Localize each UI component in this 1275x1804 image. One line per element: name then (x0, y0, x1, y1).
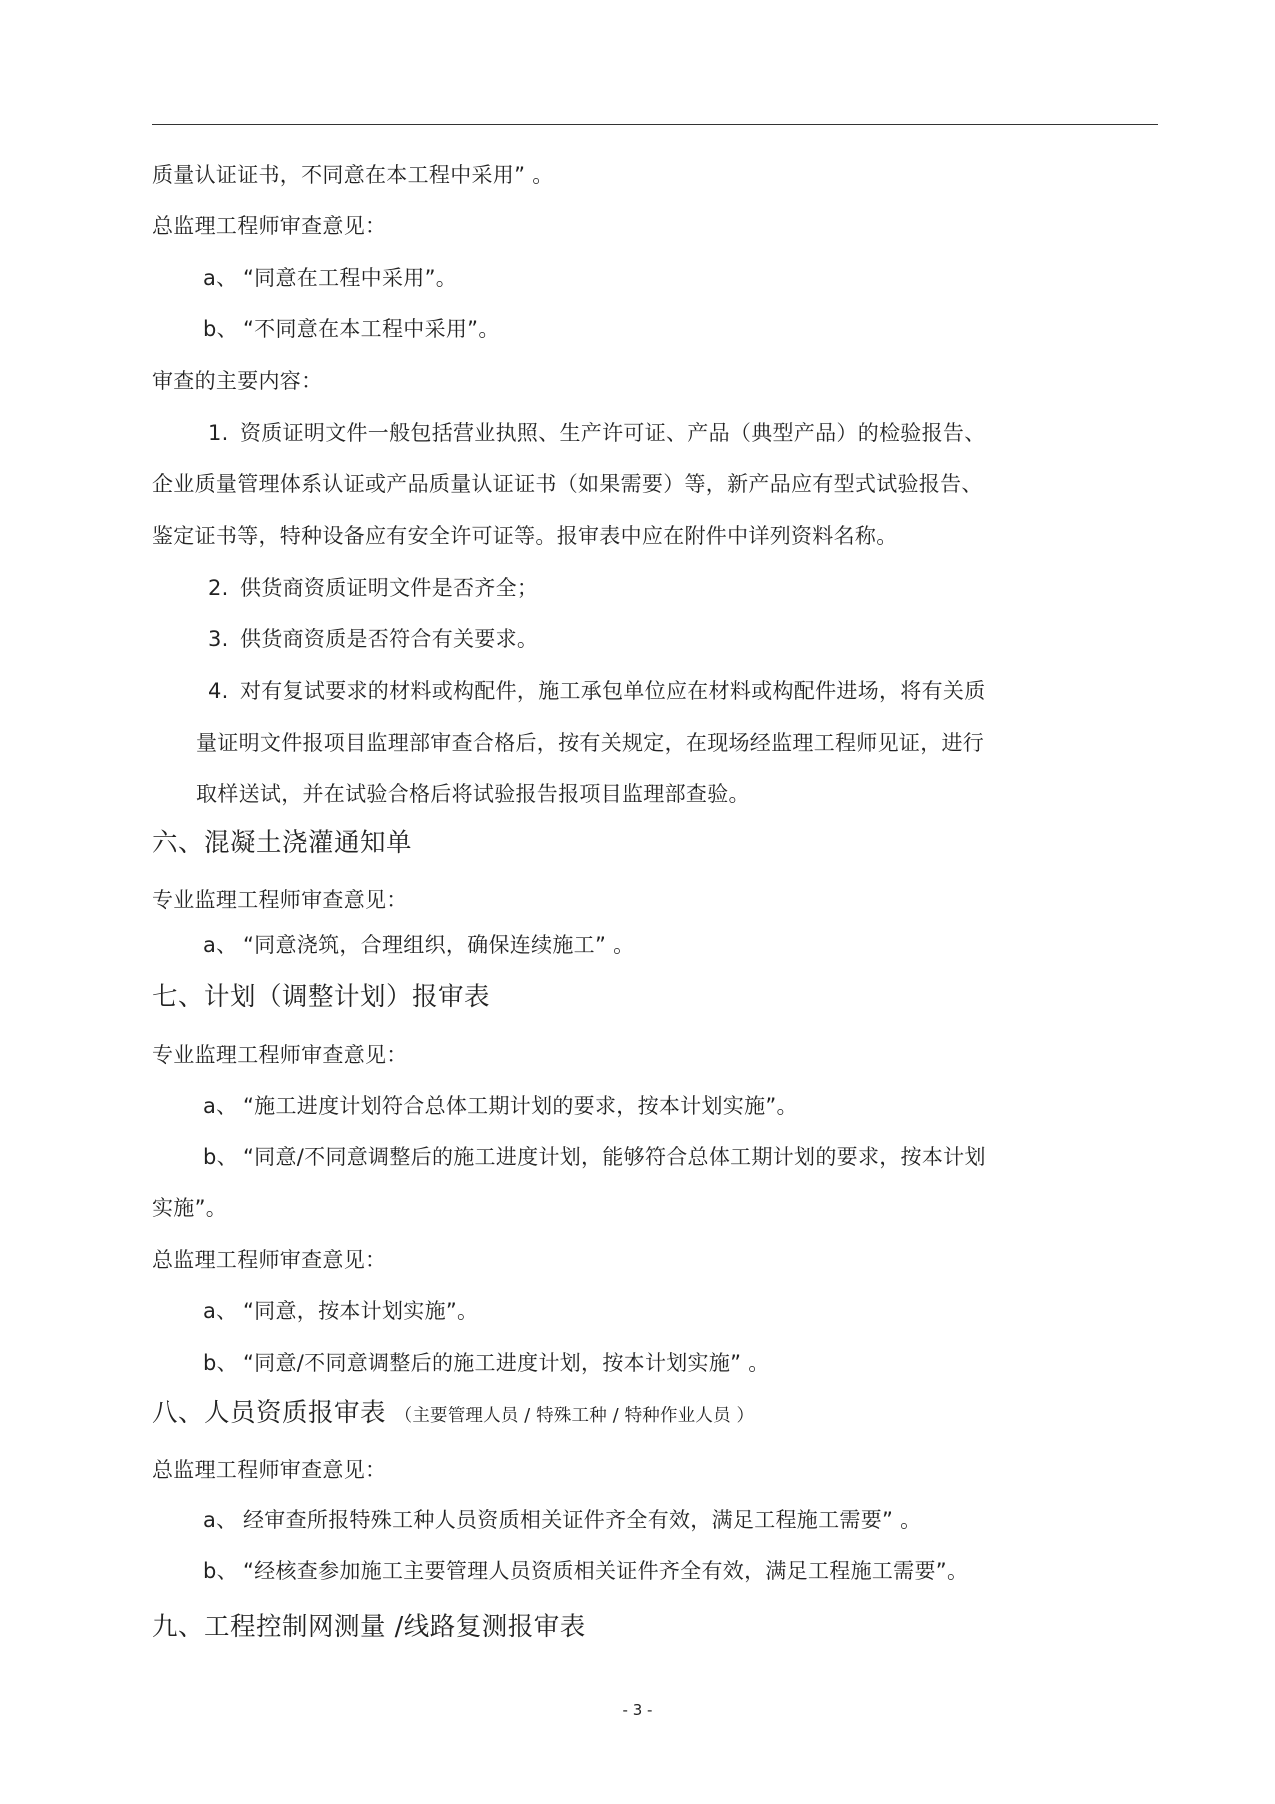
list-item-a (203, 1296, 478, 1326)
text-line: 取样送试，并在试验合格后将试验报告报项目监理部查验。 (196, 782, 750, 806)
item-number: 3. (208, 627, 229, 651)
list-text: “同意/不同意调整后的施工进度计划，按本计划实施” 。 (243, 1351, 770, 1375)
item-number: 1. (208, 421, 229, 445)
section-note: （主要管理人员 / 特殊工种 / 特种作业人员 ） (394, 1406, 755, 1426)
list-item-b (203, 314, 500, 344)
section-heading-6: 六、混凝土浇灌通知单 (152, 828, 413, 858)
list-item-a (203, 930, 634, 960)
list-item-b (203, 1556, 968, 1586)
list-label: a、 (203, 1299, 238, 1323)
list-item-b (203, 1142, 986, 1172)
list-item-a (203, 263, 457, 293)
list-label: a、 (203, 933, 238, 957)
list-label: a、 (203, 266, 238, 290)
list-text: “同意，按本计划实施”。 (243, 1299, 479, 1323)
item-number: 4. (208, 679, 229, 703)
section-heading-8 (152, 1396, 754, 1433)
list-item-a (203, 1091, 798, 1121)
list-label: a、 (203, 1094, 238, 1118)
list-item-b (203, 1348, 770, 1378)
list-label: a、 (203, 1508, 238, 1532)
list-text: “同意/不同意调整后的施工进度计划，能够符合总体工期计划的要求，按本计划 (243, 1145, 986, 1169)
text-line: 总监理工程师审查意见： (152, 214, 387, 238)
item-text: 对有复试要求的材料或构配件，施工承包单位应在材料或构配件进场，将有关质 (240, 679, 986, 703)
item-text: 供货商资质是否符合有关要求。 (240, 627, 539, 651)
text-line: 专业监理工程师审查意见： (152, 888, 408, 912)
list-item-a (203, 1505, 921, 1535)
item-number: 2. (208, 576, 229, 600)
item-text: 供货商资质证明文件是否齐全； (240, 576, 539, 600)
list-label: b、 (203, 1145, 238, 1169)
numbered-item-4 (208, 676, 986, 706)
list-text: “不同意在本工程中采用”。 (243, 317, 500, 341)
page-number: - 3 - (622, 1701, 653, 1719)
numbered-item-2 (208, 573, 538, 603)
text-line: 总监理工程师审查意见： (152, 1458, 387, 1482)
text-line: 企业质量管理体系认证或产品质量认证证书（如果需要）等，新产品应有型式试验报告、 (152, 472, 983, 496)
text-line: 质量认证证书，不同意在本工程中采用” 。 (152, 163, 554, 187)
text-line: 量证明文件报项目监理部审查合格后，按有关规定，在现场经监理工程师见证，进行 (196, 731, 985, 755)
list-text: “同意在工程中采用”。 (243, 266, 458, 290)
item-text: 资质证明文件一般包括营业执照、生产许可证、产品（典型产品）的检验报告、 (240, 421, 986, 445)
header-rule (152, 124, 1158, 125)
text-line: 鉴定证书等，特种设备应有安全许可证等。报审表中应在附件中详列资料名称。 (152, 524, 898, 548)
text-line: 实施”。 (152, 1196, 228, 1220)
text-line: 专业监理工程师审查意见： (152, 1043, 408, 1067)
list-text: “经核查参加施工主要管理人员资质相关证件齐全有效，满足工程施工需要”。 (243, 1559, 969, 1583)
list-text: “施工进度计划符合总体工期计划的要求，按本计划实施”。 (243, 1094, 798, 1118)
list-label: b、 (203, 317, 238, 341)
list-text: 经审查所报特殊工种人员资质相关证件齐全有效，满足工程施工需要” 。 (243, 1508, 922, 1532)
list-text: “同意浇筑，合理组织，确保连续施工” 。 (243, 933, 635, 957)
numbered-item-1 (208, 418, 986, 448)
section-heading-7: 七、计划（调整计划）报审表 (152, 982, 491, 1012)
list-label: b、 (203, 1351, 238, 1375)
text-line: 审查的主要内容： (152, 369, 323, 393)
section-title: 八、人员资质报审表 (152, 1398, 387, 1428)
numbered-item-3 (208, 624, 538, 654)
text-line: 总监理工程师审查意见： (152, 1248, 387, 1272)
list-label: b、 (203, 1559, 238, 1583)
section-heading-9: 九、工程控制网测量 /线路复测报审表 (152, 1612, 586, 1642)
